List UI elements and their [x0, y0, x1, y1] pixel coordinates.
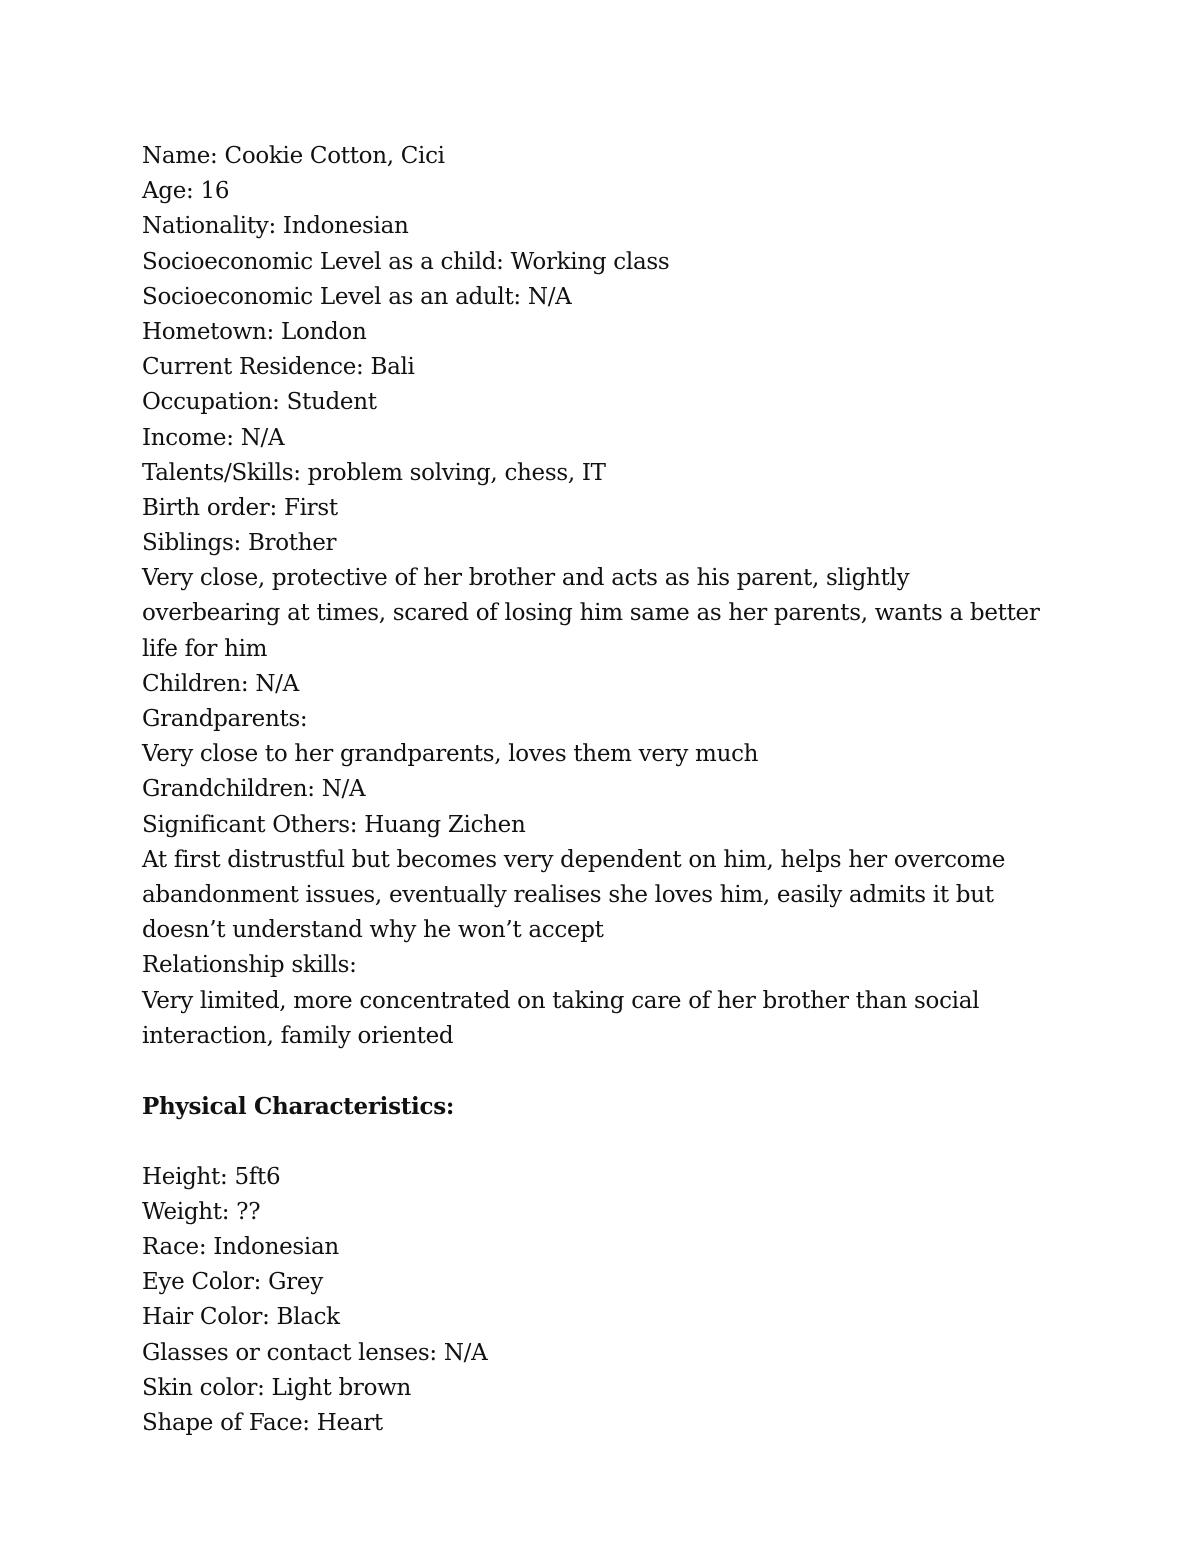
- significant-others-line: Significant Others: Huang Zichen: [142, 811, 526, 838]
- significant-others-description: At first distrustful but becomes very dependent on him, helps her overcome abandonment issues, eventually realises she loves him, easily admits it but doesn’t understand why he won’t accept: [142, 846, 1006, 944]
- nationality-line: Nationality: Indonesian: [142, 213, 409, 240]
- socioeconomic-adult-line: Socioeconomic Level as an adult: N/A: [142, 283, 572, 310]
- income-line: Income: N/A: [142, 424, 285, 451]
- hair-color-line: Hair Color: Black: [142, 1304, 340, 1331]
- children-line: Children: N/A: [142, 670, 299, 697]
- weight-line: Weight: ??: [142, 1198, 261, 1225]
- talents-line: Talents/Skills: problem solving, chess, IT: [142, 459, 606, 486]
- relationship-skills-line: Relationship skills:: [142, 952, 357, 979]
- document-body: [142, 139, 1072, 1441]
- hometown-line: Hometown: London: [142, 318, 367, 345]
- height-line: Height: 5ft6: [142, 1163, 281, 1190]
- grandparents-line: Grandparents:: [142, 706, 308, 733]
- face-shape-line: Shape of Face: Heart: [142, 1409, 383, 1436]
- socioeconomic-child-line: Socioeconomic Level as a child: Working class: [142, 248, 670, 275]
- race-line: Race: Indonesian: [142, 1233, 339, 1260]
- siblings-line: Siblings: Brother: [142, 530, 337, 557]
- name-line: Name: Cookie Cotton, Cici: [142, 143, 445, 169]
- spacer: [142, 1054, 1072, 1089]
- birth-order-line: Birth order: First: [142, 494, 338, 521]
- relationship-skills-description: Very limited, more concentrated on taking care of her brother than social interaction, family oriented: [142, 987, 980, 1049]
- spacer: [142, 1124, 1072, 1159]
- grandchildren-line: Grandchildren: N/A: [142, 776, 366, 803]
- eye-color-line: Eye Color: Grey: [142, 1269, 323, 1296]
- section-heading-physical: Physical Characteristics:: [142, 1093, 455, 1121]
- glasses-line: Glasses or contact lenses: N/A: [142, 1339, 488, 1366]
- age-line: Age: 16: [142, 178, 230, 205]
- residence-line: Current Residence: Bali: [142, 354, 415, 381]
- skin-color-line: Skin color: Light brown: [142, 1374, 412, 1401]
- grandparents-description: Very close to her grandparents, loves them very much: [142, 741, 759, 768]
- siblings-description: Very close, protective of her brother and acts as his parent, slightly overbearing at times, scared of losing him same as her parents, wants a better life for him: [142, 565, 1040, 662]
- occupation-line: Occupation: Student: [142, 389, 377, 416]
